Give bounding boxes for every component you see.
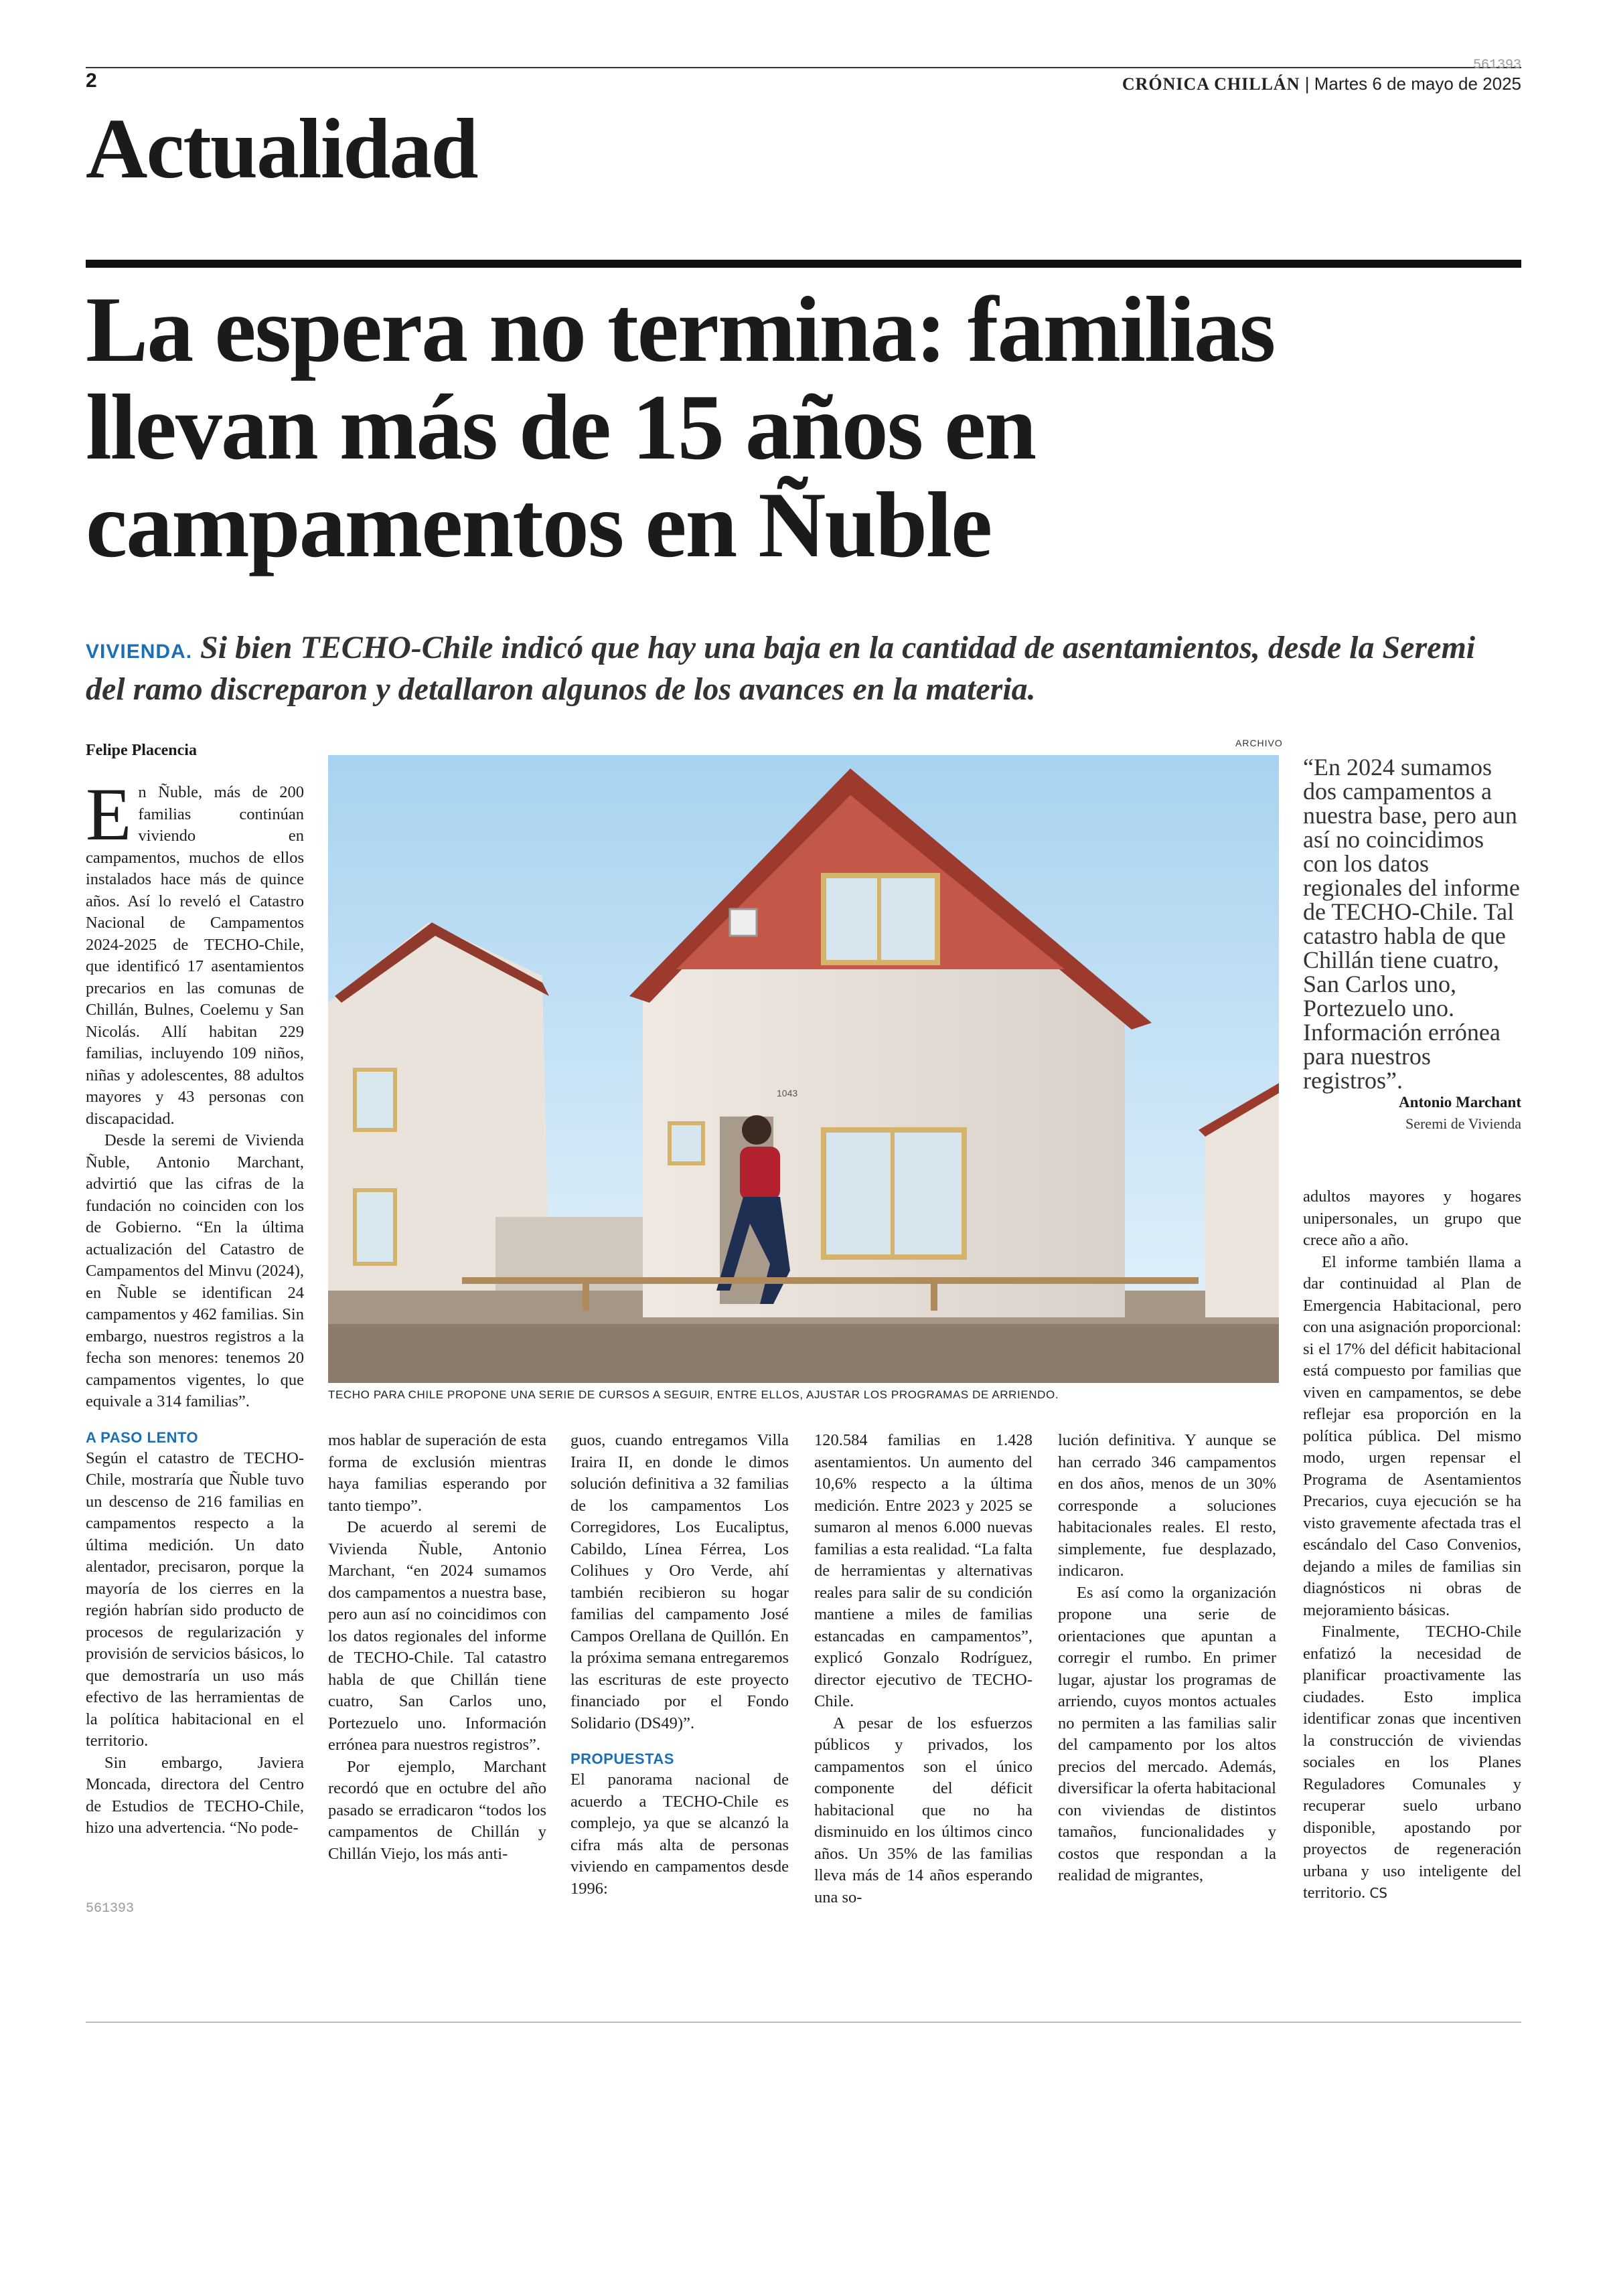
body-paragraph: Por ejemplo, Marchant recordó que en octubre del año pasado se erradicaron “todos los campamentos de Chillán y Chillán Viejo, los más anti-: [328, 1757, 546, 1863]
end-mark-icon: CS: [1369, 1885, 1387, 1901]
deck-text: Si bien TECHO-Chile indicó que hay una baja en la cantidad de asentamientos, desde la Seremi del ramo discreparon y detallaron algunos de los avances en la materia.: [86, 630, 1476, 707]
body-paragraph: adultos mayores y hogares unipersonales, un grupo que crece año a año.: [1303, 1187, 1521, 1249]
closing-text: Finalmente, TECHO-Chile enfatizó la necesidad de planificar proactivamente las ciudades. Esto implica identificar zonas que incentiven la construcción de viviendas sociales en los Planes Reguladores Comunales y recuperar suelo urbano disponible, apostando por proyectos de regeneración urbana y uso inteligente del territorio.: [1303, 1623, 1521, 1902]
body-paragraph: mos hablar de superación de esta forma de exclusión mientras haya familias esperando por tanto tiempo”.: [328, 1431, 546, 1515]
pull-quote: “En 2024 sumamos dos campamentos a nuestra base, pero aun así no coincidimos con los datos regionales del informe de TECHO-Chile. Tal catastro habla de que Chillán tiene cuatro, San Carlos uno, Portezuelo uno. Información errónea para nuestros registros”.: [1303, 754, 1520, 1094]
subheading-a-paso-lento: A PASO LENTO: [86, 1428, 199, 1446]
body-column-6: [1303, 1186, 1521, 1904]
body-column-3: [570, 1430, 789, 1900]
paper-name: CRÓNICA CHILLÁN: [1122, 74, 1300, 94]
section-rule: [86, 260, 1521, 268]
document-stamp: 561393: [1472, 58, 1521, 73]
lead-paragraph: [86, 773, 304, 1130]
lead-text: n Ñuble, más de 200 familias continúan viviendo en campamentos, muchos de ellos instalados hace más de quince años. Así lo reveló el Catastro Nacional de Campamentos 2024-2025 de TECHO-Chile, que identificó 17 asentamientos precarios en las comunas de Chillán, Bulnes, Coelemu y San Nicolás. Allí habitan 229 familias, incluyendo 109 niños, niñas y adolescentes, 88 adultos mayores y 43 personas con discapacidad.: [86, 783, 304, 1128]
body-paragraph: [1303, 1621, 1521, 1904]
deck-kicker: VIVIENDA.: [86, 641, 193, 663]
document-stamp-bottom: 561393: [86, 1901, 135, 1916]
body-paragraph: A pesar de los esfuerzos públicos y privados, los campamentos son el único componente del déficit habitacional que no ha disminuido en los últimos cinco años. Un 35% de las familias lleva más de 14 años esperando una so-: [814, 1714, 1032, 1906]
body-paragraph: Es así como la organización propone una serie de orientaciones que apuntan a corregir el rumbo. En primer lugar, ajustar los programas de arriendo, cuyos montos actuales no permiten a las familias salir del campamento por los altos precios del mercado. Además, diversificar la oferta habitacional con viviendas de distintos tamaños, funcionalidades y costos que respondan a la realidad de migrantes,: [1058, 1583, 1276, 1884]
body-column-5: [1058, 1430, 1276, 1887]
house-number: 1043: [777, 1088, 798, 1098]
issue-date: | Martes 6 de mayo de 2025: [1304, 74, 1521, 94]
section-title: Actualidad: [86, 101, 477, 196]
byline: Felipe Placencia: [86, 742, 197, 759]
body-paragraph: lución definitiva. Y aunque se han cerrado 346 campamentos en dos años, menos de un 30% corresponde a soluciones habitacionales reales. El resto, simplemente, fue desplazado, indicaron.: [1058, 1431, 1276, 1580]
body-paragraph: El panorama nacional de acuerdo a TECHO-Chile es complejo, ya que se alcanzó la cifra más alta de personas viviendo en campamentos desde 1996:: [570, 1771, 789, 1898]
photo-caption: TECHO PARA CHILE PROPONE UNA SERIE DE CURSOS A SEGUIR, ENTRE ELLOS, AJUSTAR LOS PROGRAMAS DE ARRIENDO.: [328, 1388, 1059, 1401]
top-rule: [86, 67, 1521, 68]
body-paragraph: guos, cuando entregamos Villa Iraira II, en donde le dimos solución definitiva a 32 familias de los campamentos Los Corregidores, Los Eucaliptus, Cabildo, Línea Férrea, Los Colihues y Oro Verde, ahí también recibieron su hogar familias del campamento José Campos Orellana de Quillón. En la próxima semana entregaremos las escrituras de este proyecto financiado por el Fondo Solidario (DS49)”.: [570, 1431, 789, 1732]
headline-line-3: campamentos en Ñuble: [86, 473, 992, 577]
drop-cap: E: [86, 773, 132, 856]
paper-masthead: [1122, 74, 1521, 94]
headline-line-1: La espera no termina: familias: [86, 278, 1275, 382]
subheading-propuestas: PROPUESTAS: [570, 1750, 674, 1767]
headline: [86, 278, 1521, 577]
body-column-4: [814, 1430, 1032, 1908]
article-photo: [328, 755, 1279, 1383]
deck: [86, 629, 1521, 708]
pull-quote-role: Seremi de Vivienda: [1405, 1115, 1521, 1132]
bottom-rule: [86, 2022, 1521, 2023]
body-column-2: [328, 1430, 546, 1865]
page-number: 2: [86, 70, 97, 92]
houses-illustration: [328, 755, 1279, 1383]
body-paragraph: Según el catastro de TECHO-Chile, mostraría que Ñuble tuvo un descenso de 216 familias en campamentos respecto a la última medición. Un dato alentador, precisaron, porque la mayoría de los cierres en la región habrían sido producto de procesos de regularización y provisión de servicios básicos, lo que demostraría un uso más efectivo de las herramientas de la política habitacional en el territorio.: [86, 1449, 304, 1750]
body-paragraph: Sin embargo, Javiera Moncada, directora del Centro de Estudios de TECHO-Chile, hizo una advertencia. “No pode-: [86, 1753, 304, 1837]
body-column-1: [86, 773, 304, 1839]
body-paragraph: De acuerdo al seremi de Vivienda Ñuble, Antonio Marchant, “en 2024 sumamos dos campamentos a nuestra base, pero aun así no coincidimos con los datos regionales del informe de TECHO-Chile. Tal catastro habla de que Chillán tiene cuatro, San Carlos uno, Portezuelo uno. Información errónea para nuestros registros”.: [328, 1518, 546, 1754]
headline-line-2: llevan más de 15 años en: [86, 376, 1036, 479]
pull-quote-name: Antonio Marchant: [1399, 1094, 1521, 1111]
body-paragraph: Desde la seremi de Vivienda Ñuble, Antonio Marchant, advirtió que las cifras de la fundación no coinciden con los de Gobierno. “En la última actualización del Catastro de Campamentos del Minvu (2024), en Ñuble se identifican 24 campamentos y 462 familias. Sin embargo, nuestros registros a la fecha son menores: tenemos 20 campamentos vigentes, lo que equivale a 314 familias”.: [86, 1131, 304, 1410]
photo-credit: ARCHIVO: [1235, 738, 1283, 748]
body-paragraph: 120.584 familias en 1.428 asentamientos. Un aumento del 10,6% respecto a la última medición. Entre 2023 y 2025 se sumaron al menos 6.000 nuevas familias a esta realidad. “La falta de herramientas y alternativas reales para salir de su condición mantiene a miles de familias estancadas en campamentos”, explicó Gonzalo Rodríguez, director ejecutivo de TECHO-Chile.: [814, 1431, 1032, 1710]
body-paragraph: El informe también llama a dar continuidad al Plan de Emergencia Habitacional, pero con una asignación proporcional: si el 17% del déficit habitacional está compuesto por familias que viven en campamentos, se debe reflejar esa proporción en la política pública. Del mismo modo, urgen repensar el Programa de Asentamientos Precarios, cuya ejecución se ha visto gravemente afectada tras el escándalo del Caso Convenios, dejando a miles de familias sin diagnósticos ni obras de mejoramiento básicas.: [1303, 1252, 1521, 1619]
